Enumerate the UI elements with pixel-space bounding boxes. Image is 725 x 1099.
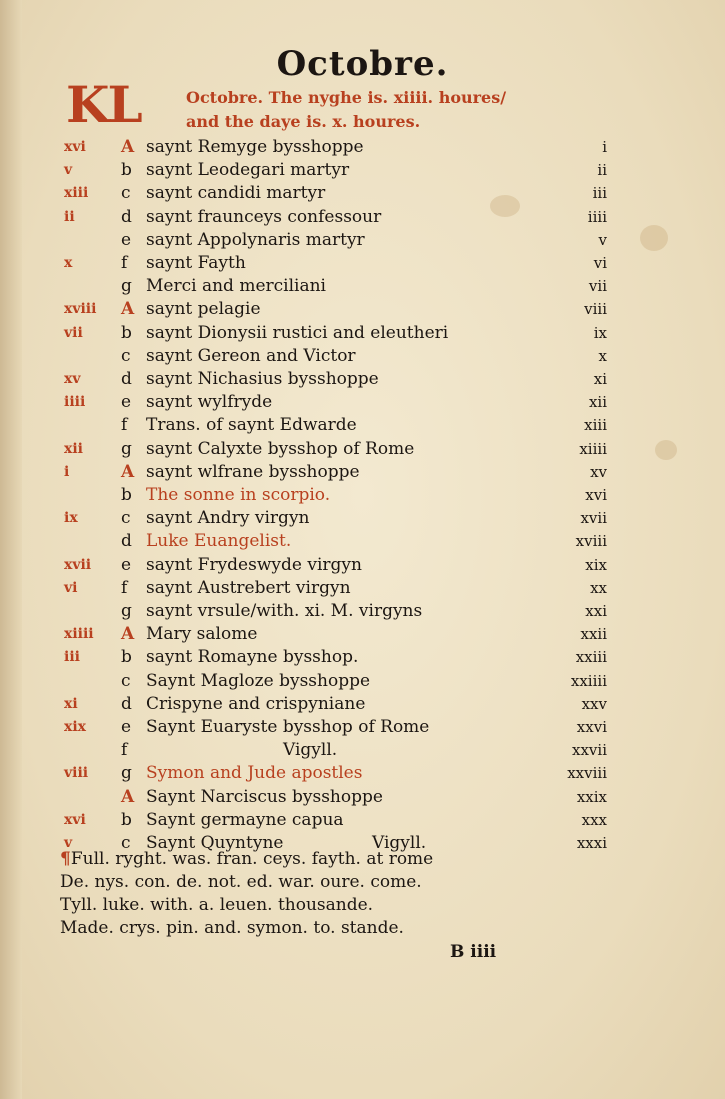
verse-line [60,848,433,870]
feast-name: Luke Euangelist. [146,531,292,552]
header-line-1: Octobre. The nyghe is. xiiii. houres/ [186,88,507,107]
day-number: xv [590,462,607,481]
verse-text: Tyll. luke. with. a. leuen. thousande. [60,895,374,915]
golden-number: v [64,162,73,179]
verse-line [60,894,373,916]
day-number: ix [593,323,607,342]
golden-number: xviii [64,301,97,318]
feast-name: saynt Austrebert virgyn [146,577,351,598]
feast-name: Saynt Narciscus bysshoppe [146,786,383,807]
calendar-row [0,600,725,623]
dominical-letter: d [121,206,132,227]
golden-number: xiiii [64,626,94,643]
calendar-row [0,252,725,275]
calendar-row [0,530,725,553]
dominical-letter: b [121,647,132,668]
day-number: xix [585,555,607,574]
golden-number: ii [64,208,75,225]
dominical-letter: e [121,392,132,413]
signature-mark: B iiii [450,942,497,962]
dominical-letter: A [121,299,135,320]
feast-name: saynt Romayne bysshop. [146,647,359,668]
dominical-letter: b [121,160,132,181]
feast-name: The sonne in scorpio. [146,485,331,505]
day-number: xxvii [572,741,607,760]
dominical-letter: c [121,508,131,529]
golden-number: vii [64,324,83,341]
kalends-initials: KL [66,75,141,134]
verse-line [60,871,422,893]
feast-name: saynt pelagie [146,299,261,320]
calendar-row [0,391,725,414]
calendar-row [0,182,725,205]
dominical-letter: c [121,833,131,853]
feast-name: saynt Fayth [146,253,246,273]
day-number: xiii [584,416,607,435]
calendar-row [0,623,725,646]
calendar-row [0,716,725,739]
day-number: ii [597,161,607,180]
day-number: xii [588,393,607,412]
day-number: x [598,346,607,365]
dominical-letter: c [121,345,131,366]
calendar-row [0,809,725,832]
golden-number: xiii [64,185,89,202]
golden-number: iii [64,649,80,666]
dominical-letter: f [121,577,128,598]
dominical-letter: d [121,369,132,389]
dominical-letter: b [121,322,132,343]
day-number: vi [593,254,607,272]
feast-name: Symon and Jude apostles [146,763,363,784]
calendar-row [0,786,725,809]
dominical-letter: e [121,229,132,250]
golden-number: x [64,255,73,271]
calendar-row [0,670,725,693]
calendar-row [0,159,725,182]
dominical-letter: g [121,438,132,459]
calendar-row [0,345,725,368]
day-number: xxviii [567,764,607,783]
pilcrow-mark: ¶ [60,849,71,869]
golden-number: xii [64,440,83,457]
day-number: iii [592,184,607,203]
dominical-letter: f [121,253,128,273]
calendar-row [0,368,725,391]
day-number: xxix [576,787,607,806]
feast-name: Saynt germayne capua [146,809,344,830]
feast-name: saynt candidi martyr [146,183,326,204]
feast-name: saynt Calyxte bysshop of Rome [146,438,415,459]
dominical-letter: d [121,693,132,714]
vigil-note: Vigyll. [283,740,338,761]
feast-name: saynt wlfrane bysshoppe [146,461,360,482]
day-number: xxiii [575,648,607,667]
calendar-row [0,646,725,669]
verse-text: Full. ryght. was. fran. ceys. fayth. at rome [70,849,434,869]
golden-number: xvi [64,811,86,828]
month-title: Octobre. [276,44,449,84]
feast-name: saynt Nichasius bysshoppe [146,369,379,389]
feast-name: saynt Gereon and Victor [146,345,356,366]
calendar-row [0,298,725,321]
dominical-letter: A [121,461,135,482]
dominical-letter: b [121,485,132,505]
calendar-row [0,275,725,298]
day-number: xviii [575,532,607,551]
golden-number: xi [64,695,78,712]
dominical-letter: A [121,786,135,807]
feast-name: Saynt Magloze bysshoppe [146,670,371,691]
golden-number: ix [64,510,78,527]
dominical-letter: c [121,183,131,204]
day-number: xvii [580,509,607,528]
feast-name: saynt Remyge bysshoppe [146,137,364,157]
golden-number: xvi [64,139,86,155]
golden-number: v [64,835,73,851]
day-number: xiiii [579,439,607,458]
golden-number: xv [64,371,81,387]
dominical-letter: g [121,763,132,784]
dominical-letter: g [121,276,132,297]
calendar-row [0,414,725,437]
dominical-letter: g [121,601,132,621]
golden-number: xvii [64,556,92,573]
day-number: xxiiii [570,671,607,690]
day-number: xvi [585,486,607,504]
dominical-letter: d [121,531,132,552]
calendar-row [0,554,725,577]
calendar-row [0,322,725,345]
calendar-row [0,739,725,762]
calendar-row [0,206,725,229]
day-number: i [602,138,607,156]
dominical-letter: A [121,137,135,157]
feast-name: saynt Appolynaris martyr [146,229,365,250]
feast-name: saynt Frydeswyde virgyn [146,554,362,575]
calendar-row [0,136,725,159]
header-line-2: and the daye is. x. houres. [186,112,421,131]
calendar-row [0,484,725,507]
calendar-row [0,693,725,716]
day-number: vii [588,277,607,296]
day-number: viii [584,300,607,319]
verse-line [60,917,404,939]
feast-name: Saynt Euaryste bysshop of Rome [146,717,430,737]
calendar-row [0,762,725,785]
day-number: xxi [585,602,607,620]
calendar-row [0,461,725,484]
vigil-note: Vigyll. [372,833,427,853]
calendar-row [0,229,725,252]
feast-name: saynt vrsule/with. xi. M. virgyns [146,601,423,621]
dominical-letter: e [121,554,132,575]
calendar-row [0,438,725,461]
feast-name: Merci and merciliani [146,276,326,297]
feast-name: Saynt Quyntyne [146,833,284,853]
day-number: xx [590,578,607,597]
day-number: xxii [580,625,607,644]
feast-name: saynt wylfryde [146,392,273,413]
day-number: xxvi [576,718,607,736]
dominical-letter: f [121,740,128,761]
day-number: xxv [581,694,607,713]
dominical-letter: f [121,415,128,436]
feast-name: Trans. of saynt Edwarde [146,415,357,436]
golden-number: viii [64,765,89,782]
calendar-row [0,577,725,600]
feast-name: saynt fraunceys confessour [146,206,382,227]
feast-name: saynt Leodegari martyr [146,160,350,181]
golden-number: xix [64,719,87,735]
day-number: xxxi [576,834,607,852]
day-number: iiii [587,207,607,226]
golden-number: vi [64,579,78,596]
feast-name: saynt Dionysii rustici and eleutheri [146,322,449,343]
day-number: xxx [581,810,607,829]
verse-text: De. nys. con. de. not. ed. war. oure. come. [60,872,422,892]
dominical-letter: A [121,624,135,645]
feast-name: saynt Andry virgyn [146,508,310,529]
day-number: v [598,230,607,249]
calendar-row [0,507,725,530]
feast-name: Mary salome [146,624,258,645]
dominical-letter: b [121,809,132,830]
verse-text: Made. crys. pin. and. symon. to. stande. [60,918,404,938]
golden-number: iiii [64,394,86,411]
dominical-letter: e [121,717,132,737]
dominical-letter: c [121,670,131,691]
day-number: xi [593,370,607,388]
golden-number: i [64,463,70,480]
feast-name: Crispyne and crispyniane [146,693,366,714]
